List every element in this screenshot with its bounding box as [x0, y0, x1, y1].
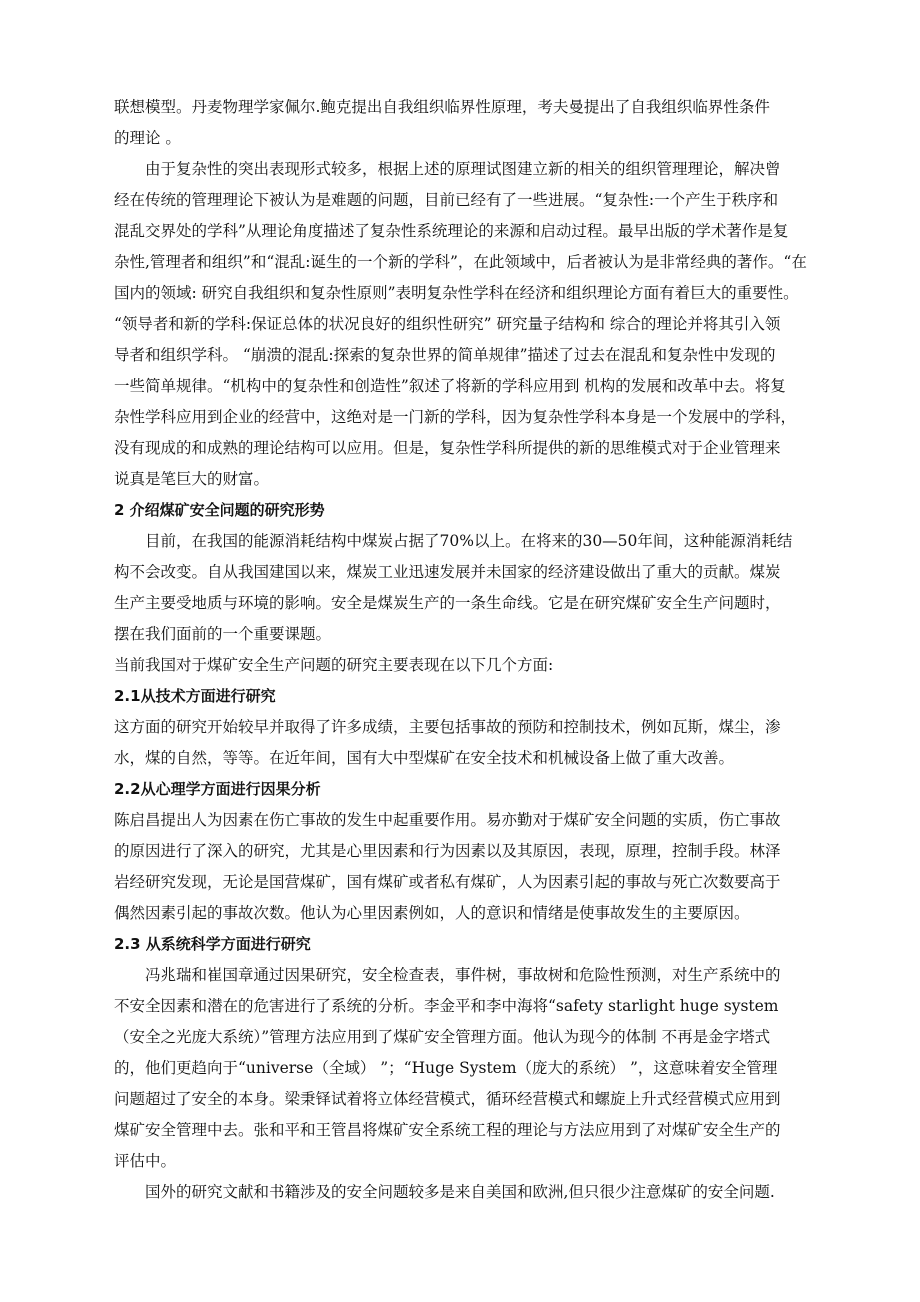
text-line: 的，他们更趋向于“universe（全域） ”；“Huge System（庞大的系统） ”，这意味着安全管理	[114, 1059, 778, 1077]
text-line: 问题超过了安全的本身。梁秉铎试着将立体经营模式，循环经营模式和螺旋上升式经营模式应用到	[114, 1090, 781, 1108]
subsection-heading: 2.2从心理学方面进行因果分析	[114, 780, 321, 798]
text-line: 国内的领域: 研究自我组织和复杂性原则”表明复杂性学科在经济和组织理论方面有着巨大的重要性。	[114, 284, 799, 302]
text-line: 导者和组织学科。 “崩溃的混乱:探索的复杂世界的简单规律”描述了过去在混乱和复杂性中发现的	[114, 346, 776, 364]
paragraph-start-line: 目前，在我国的能源消耗结构中煤炭占据了70%以上。在将来的30—50年间，这种能源消耗结	[145, 532, 793, 550]
text-line: 没有现成的和成熟的理论结构可以应用。但是，复杂性学科所提供的新的思维模式对于企业管理来	[114, 439, 781, 457]
text-line: 不安全因素和潜在的危害进行了系统的分析。李金平和李中海将“safety starlight huge system	[114, 997, 779, 1015]
text-line: 杂性,管理者和组织”和“混乱:诞生的一个新的学科”，在此领域中，后者被认为是非常经典的著作。“在	[114, 253, 807, 271]
text-line: 的理论 。	[114, 129, 181, 147]
text-line: 经在传统的管理理论下被认为是难题的问题，目前已经有了一些进展。“复杂性:一个产生于秩序和	[114, 191, 779, 209]
text-line: 的原因进行了深入的研究，尤其是心里因素和行为因素以及其原因，表现，原理，控制手段。林泽	[114, 842, 781, 860]
text-line: 构不会改变。自从我国建国以来，煤炭工业迅速发展并未国家的经济建设做出了重大的贡献。煤炭	[114, 563, 781, 581]
text-line: 岩经研究发现，无论是国营煤矿，国有煤矿或者私有煤矿，人为因素引起的事故与死亡次数要高于	[114, 873, 781, 891]
paragraph-start-line: 由于复杂性的突出表现形式较多，根据上述的原理试图建立新的相关的组织管理理论，解决曾	[145, 160, 781, 178]
text-line: 这方面的研究开始较早并取得了许多成绩，主要包括事故的预防和控制技术，例如瓦斯，煤尘，渗	[114, 718, 781, 736]
paragraph-start-line: 冯兆瑞和崔国章通过因果研究，安全检查表，事件树，事故树和危险性预测，对生产系统中的	[145, 966, 781, 984]
text-line: 联想模型。丹麦物理学家佩尔.鲍克提出自我组织临界性原理，考夫曼提出了自我组织临界性条件	[114, 98, 770, 116]
text-line: 评估中。	[114, 1152, 177, 1170]
text-line: 水，煤的自然，等等。在近年间，国有大中型煤矿在安全技术和机械设备上做了重大改善。	[114, 749, 735, 767]
text-line: 生产主要受地质与环境的影响。安全是煤炭生产的一条生命线。它是在研究煤矿安全生产问题时，	[114, 594, 781, 612]
text-line: “领导者和新的学科:保证总体的状况良好的组织性研究” 研究量子结构和 综合的理论并将其引入领	[114, 315, 781, 333]
text-line: 当前我国对于煤矿安全生产问题的研究主要表现在以下几个方面:	[114, 656, 554, 674]
document-body	[114, 92, 816, 1208]
text-line: 摆在我们面前的一个重要课题。	[114, 625, 332, 643]
text-line: 一些简单规律。“机构中的复杂性和创造性”叙述了将新的学科应用到 机构的发展和改革中去。将复	[114, 377, 786, 395]
text-line: 偶然因素引起的事故次数。他认为心里因素例如，人的意识和情绪是使事故发生的主要原因。	[114, 904, 750, 922]
section-heading: 2 介绍煤矿安全问题的研究形势	[114, 501, 325, 519]
subsection-heading: 2.3 从系统科学方面进行研究	[114, 935, 311, 953]
text-line: （安全之光庞大系统）”管理方法应用到了煤矿安全管理方面。他认为现今的体制 不再是金字塔式	[114, 1028, 771, 1046]
subsection-heading: 2.1从技术方面进行研究	[114, 687, 276, 705]
text-line: 混乱交界处的学科”从理论角度描述了复杂性系统理论的来源和启动过程。最早出版的学术著作是复	[114, 222, 789, 240]
text-line: 陈启昌提出人为因素在伤亡事故的发生中起重要作用。易亦勤对于煤矿安全问题的实质，伤亡事故	[114, 811, 781, 829]
text-line: 煤矿安全管理中去。张和平和王管昌将煤矿安全系统工程的理论与方法应用到了对煤矿安全生产的	[114, 1121, 781, 1139]
paragraph-start-line: 国外的研究文献和书籍涉及的安全问题较多是来自美国和欧洲,但只很少注意煤矿的安全问题.	[145, 1183, 775, 1201]
text-line: 杂性学科应用到企业的经营中，这绝对是一门新的学科，因为复杂性学科本身是一个发展中的学科，	[114, 408, 797, 426]
text-line: 说真是笔巨大的财富。	[114, 470, 270, 488]
